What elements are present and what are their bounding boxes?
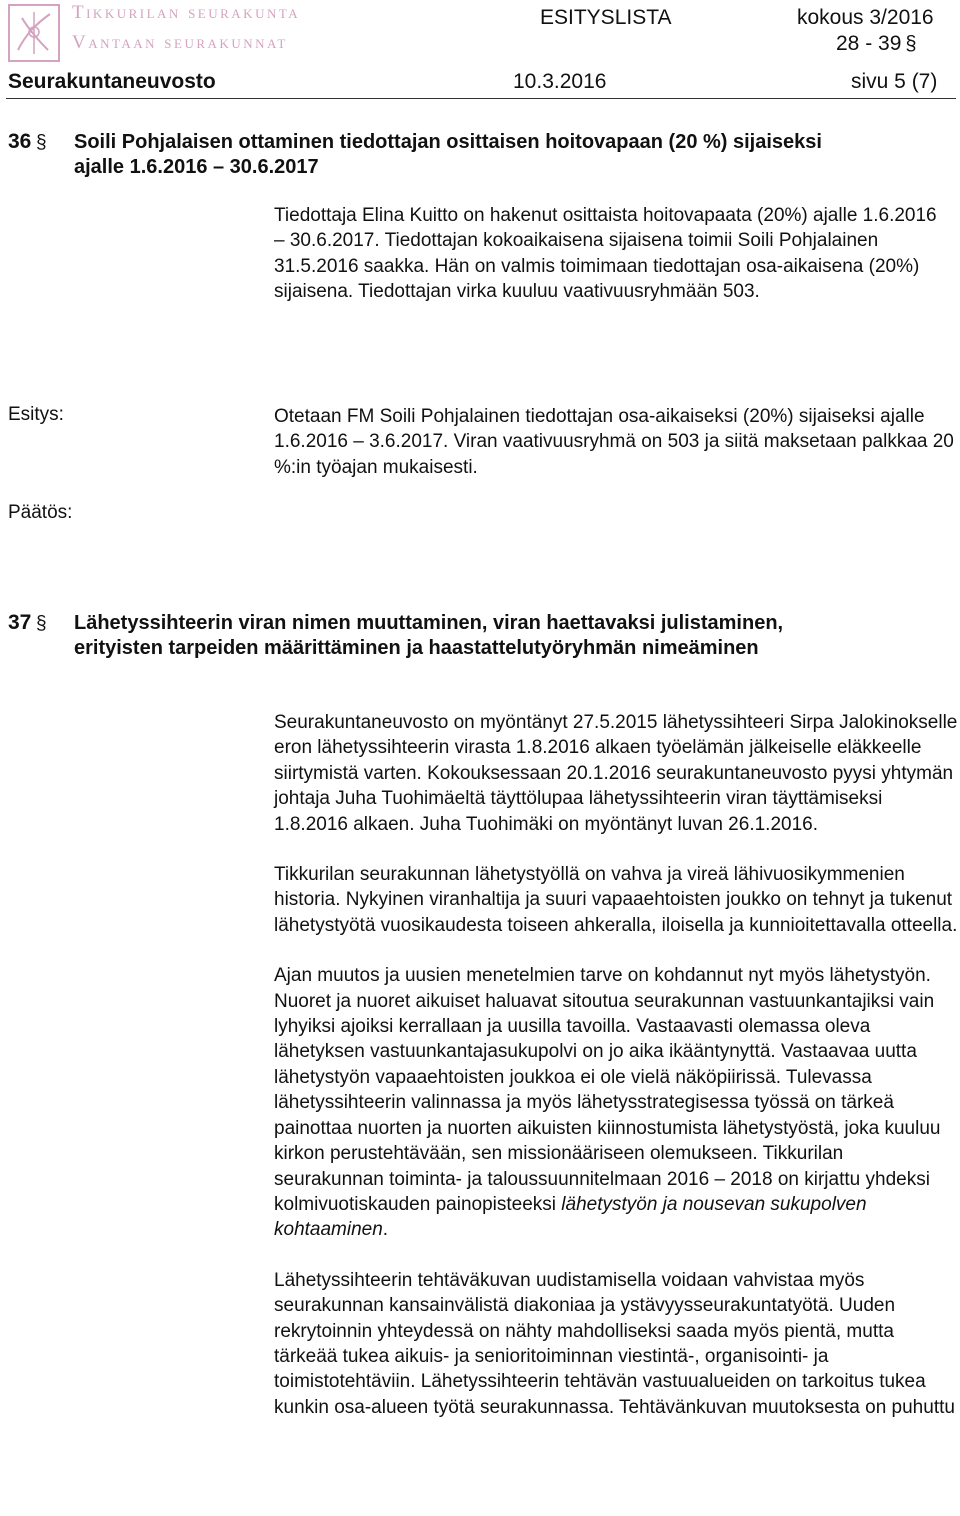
item-37-title-line2: erityisten tarpeiden määrittäminen ja haastattelutyöryhmän nimeäminen bbox=[74, 637, 759, 659]
item-range bbox=[836, 32, 917, 56]
item-37-paragraph-4: Lähetyssihteerin tehtäväkuvan uudistamisella voidaan vahvistaa myös seurakunnan kansainvälistä diakoniaa ja ystävyysseurakuntatyötä. Uuden rekrytoinnin yhteydessä on nähty mahdolliseksi saada myös pientä, mutta tärkeää tukea aikuis- ja senioritoiminnan viestintä-, organisointi- ja toimistotehtäviin. Lähetyssihteerin tehtävän vastuualueiden on tarkoitus tukea kunkin osa-alueen työtä seurakunnassa. Tehtävänkuvan muutoksesta on puhuttu bbox=[274, 1269, 955, 1418]
decision-label: Päätös: bbox=[8, 502, 73, 523]
item-37-number-text: 37 bbox=[8, 611, 32, 634]
item-37-title bbox=[74, 611, 954, 661]
item-36-title-line2: ajalle 1.6.2016 – 30.6.2017 bbox=[74, 156, 319, 178]
page-number: sivu 5 (7) bbox=[851, 70, 938, 93]
item-37-paragraph-1: Seurakuntaneuvosto on myöntänyt 27.5.2015 lähetyssihteeri Sirpa Jalokinokselle eron lähetyssihteerin virasta 1.8.2016 alkaen työelämän jälkeiselle eläkkeelle siirtymistä varten. Kokouksessaan 20.1.2016 seurakuntaneuvosto pyysi yhtymän johtaja Juha Tuohimäeltä täyttölupaa lähetyssihteerin viran täyttämiseksi 1.8.2016 alkaen. Juha Tuohimäki on myöntänyt luvan 26.1.2016. bbox=[274, 712, 958, 835]
item-range-text: 28 - 39 bbox=[836, 32, 902, 55]
item-36-section-sign: § bbox=[36, 132, 47, 153]
parish-logo-icon bbox=[8, 4, 60, 62]
org-name-line2: Vantaan seurakunnat bbox=[72, 32, 288, 53]
governing-body: Seurakuntaneuvosto bbox=[8, 70, 216, 93]
item-36-body: Tiedottaja Elina Kuitto on hakenut osittaista hoitovapaata (20%) ajalle 1.6.2016 – 30.6.2017. Tiedottajan kokoaikaisena sijaisena toimii Soili Pohjalainen 31.5.2016 saakka. Hän on valmis toimimaan tiedottajan osa-aikaisena (20%) sijaisena. Tiedottajan virka kuuluu vaativuusryhmään 503. bbox=[274, 205, 937, 303]
item-36-title bbox=[74, 130, 954, 180]
item-37-paragraph-3-end: . bbox=[382, 1219, 389, 1241]
item-37-number bbox=[8, 611, 31, 635]
proposal-label: Esitys: bbox=[8, 404, 64, 425]
item-37-title-line1: Lähetyssihteerin viran nimen muuttaminen, viran haettavaksi julistaminen, bbox=[74, 612, 784, 634]
item-37-paragraph-3 bbox=[274, 963, 958, 1242]
section-sign: § bbox=[905, 33, 917, 55]
header-divider bbox=[6, 98, 956, 99]
item-37-body bbox=[274, 710, 958, 1445]
meeting-number: kokous 3/2016 bbox=[797, 6, 934, 29]
item-36-title-line1: Soili Pohjalaisen ottaminen tiedottajan osittaisen hoitovapaan (20 %) sijaiseksi bbox=[74, 131, 822, 153]
item-37-section-sign: § bbox=[36, 613, 47, 634]
item-37-paragraph-2: Tikkurilan seurakunnan lähetystyöllä on vahva ja vireä lähivuosikymmenien historia. Nykyinen viranhaltija ja suuri vapaaehtoisten joukko on tehnyt ja tukenut lähetystyötä vuosikaudesta toiseen ahkeralla, iloisella ja kunnioitettavalla otteella. bbox=[274, 864, 958, 936]
item-37-paragraph-3-emphasis: lähetystyön ja nousevan sukupolven kohtaaminen bbox=[274, 1193, 867, 1241]
item-36-number-text: 36 bbox=[8, 130, 32, 153]
org-name-line1: Tikkurilan seurakunta bbox=[72, 2, 301, 23]
meeting-date: 10.3.2016 bbox=[513, 70, 607, 93]
item-37-paragraph-3-text: Ajan muutos ja uusien menetelmien tarve on kohdannut nyt myös lähetystyön. Nuoret ja nuoret aikuiset haluavat sitoutua seurakunnan vastuunkantajiksi vain lyhyiksi ajoiksi kerrallaan ja uusilla tavoilla. Vastaavasti olemassa oleva lähetyksen vastuunkantajasukupolvi on jo aika ikääntynyttä. Vastaavaa uutta lähetystyön vapaaehtoisten joukkoa ei ole vielä näköpiirissä. Tulevassa lähetyssihteerin valinnassa ja myös lähetysstrategisessa työssä on tärkeä painottaa nuorten ja nuorten aikuisten kiinnostumista lähetystyöstä, joka kuuluu kirkon perustehtävään, sen missionääriseen olemukseen. Tikkurilan seurakunnan toiminta- ja taloussuunnitelmaan 2016 – 2018 on kirjattu yhdeksi kolmivuotiskauden painopisteeksi bbox=[274, 965, 941, 1215]
item-36-number bbox=[8, 130, 31, 154]
document-type: ESITYSLISTA bbox=[540, 6, 672, 29]
item-36-proposal: Otetaan FM Soili Pohjalainen tiedottajan osa-aikaiseksi (20%) sijaiseksi ajalle 1.6.2016 – 3.6.2017. Viran vaativuusryhmä on 503 ja siitä maksetaan palkkaa 20 %:in työajan mukaisesti. bbox=[274, 406, 954, 478]
